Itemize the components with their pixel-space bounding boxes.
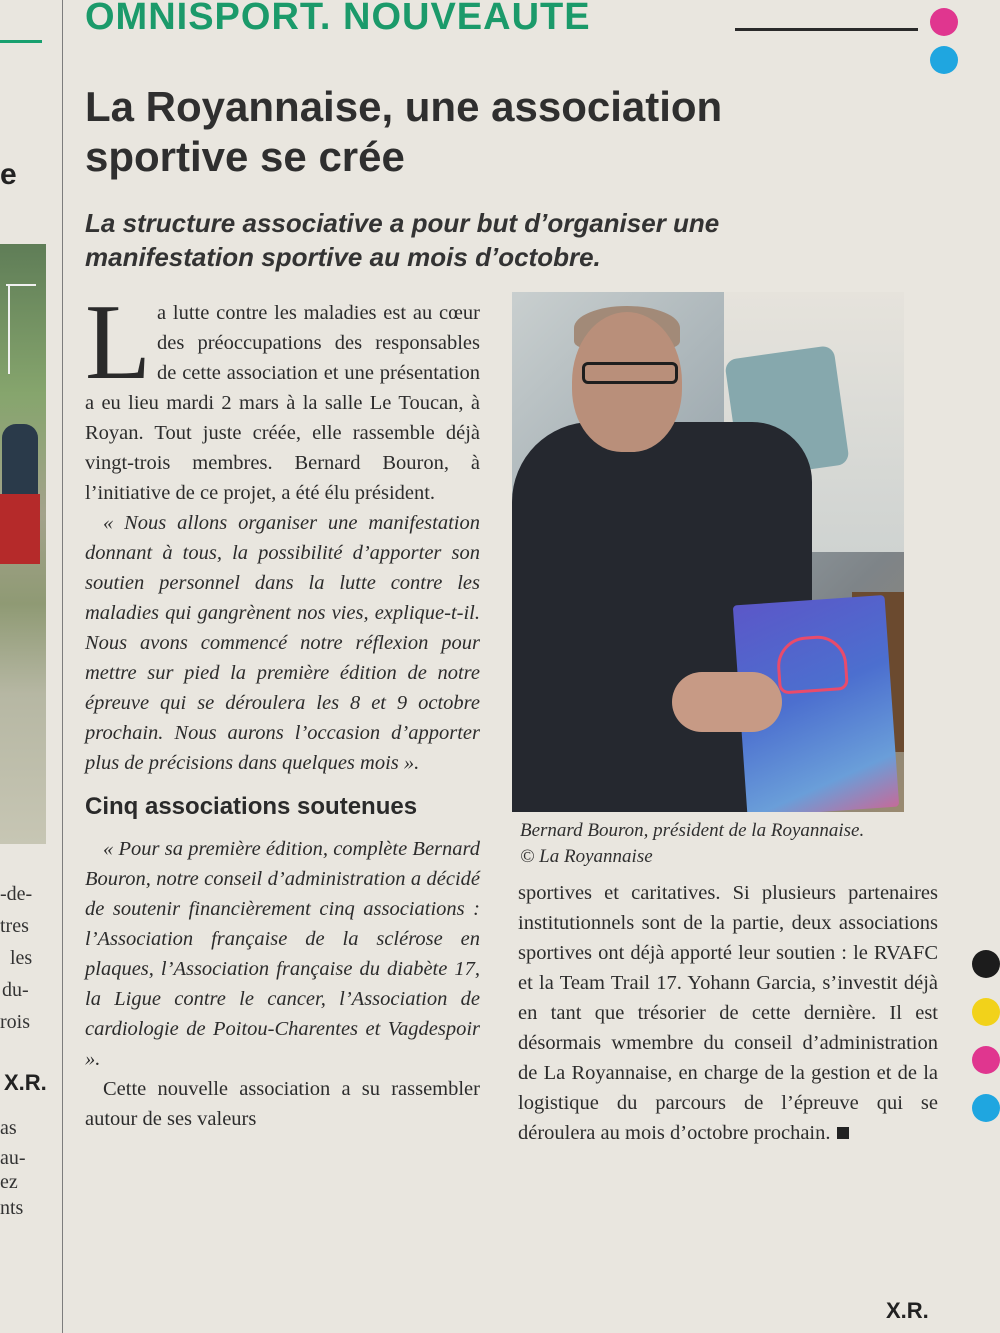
article-headline: La Royannaise, une association sportive se crée bbox=[85, 83, 723, 180]
adjacent-text-line: tres bbox=[0, 915, 29, 937]
registration-dot-black bbox=[972, 950, 1000, 978]
lead-paragraph-text: a lutte contre les maladies est au cœur des préoccupations des responsables de cette association et une présentation a eu lieu mardi 2 mars à la salle Le Toucan, à Royan. Tout juste créée, elle rassemble déjà vingt-trois membres. Bernard Bouron, à l’initiative de ce projet, a été élu président. bbox=[85, 302, 480, 504]
adjacent-text-line: les bbox=[10, 947, 33, 969]
adjacent-signature: X.R. bbox=[4, 1070, 47, 1095]
photo-credit: © La Royannaise bbox=[520, 846, 653, 867]
adjacent-text-line: au- bbox=[0, 1147, 26, 1169]
adjacent-rule bbox=[0, 40, 42, 43]
lead-paragraph bbox=[85, 283, 480, 508]
article-photo bbox=[512, 292, 904, 812]
article-column-1 bbox=[85, 283, 480, 1134]
intertitle: Cinq associations soutenues bbox=[85, 793, 418, 820]
quote-paragraph: « Nous allons organiser une manifestation donnant à tous, la possibilité d’apporter son soutien personnel dans la lutte contre les maladies qui gangrènent nos vies, explique-t-il. Nous avons commencé notre réflexion pour mettre sur pied la première édition de notre épreuve qui se déroulera les 8 et 9 octobre prochain. Nous aurons l’occasion d’apporter plus de précisions dans quelques mois ». bbox=[85, 512, 480, 774]
adjacent-text-line: rois bbox=[0, 1011, 30, 1033]
adjacent-text-line: ez bbox=[0, 1171, 18, 1193]
registration-dot-magenta bbox=[972, 1046, 1000, 1074]
photo-person-hand bbox=[672, 672, 782, 732]
photo-person-glasses bbox=[582, 362, 678, 384]
quote-paragraph-2: « Pour sa première édition, complète Bernard Bouron, notre conseil d’administration a décidé de soutenir financièrement cinq associations : l’Association française de la sclérose en plaques, l’Association française du diabète 17, la Ligue contre le cancer, l’Association de cardiologie de Poitou-Charentes et Vagdespoir ». bbox=[85, 838, 480, 1070]
adjacent-text-line: nts bbox=[0, 1197, 24, 1219]
brochure-logo bbox=[775, 634, 849, 695]
goal-net-post bbox=[8, 284, 10, 374]
registration-dot-cyan bbox=[972, 1094, 1000, 1122]
adjacent-headline-fragment: e bbox=[0, 158, 17, 191]
article-subheadline: La structure associative a pour but d’organiser une manifestation sportive au mois d’octobre. bbox=[85, 208, 720, 272]
registration-dot-magenta bbox=[930, 8, 958, 36]
adjacent-article-fragment bbox=[0, 0, 55, 1333]
adjacent-photo bbox=[0, 244, 46, 844]
registration-dot-yellow bbox=[972, 998, 1000, 1026]
photo-caption bbox=[520, 818, 920, 870]
adjacent-text-line: du- bbox=[2, 979, 29, 1001]
player-shorts bbox=[0, 494, 40, 564]
end-mark bbox=[837, 1127, 849, 1139]
section-kicker: OMNISPORT. NOUVEAUTE bbox=[85, 0, 591, 38]
adjacent-text-line: as bbox=[0, 1117, 17, 1139]
column-separator bbox=[62, 0, 63, 1333]
column-2-text: sportives et caritatives. Si plusieurs partenaires institutionnels sont de la partie, deux associations sportives ont déjà apporté leur soutien : le RVAFC et la Team Trail 17. Yohann Garcia, s’investit déjà en tant que trésorier de cette dernière. Il est désormais wmembre du conseil d’administration de La Royannaise, en charge de la gestion et de la logistique du parcours de l’épreuve qui se déroulera au mois d’octobre prochain. bbox=[518, 882, 938, 1144]
photo-caption-line: Bernard Bouron, président de la Royannaise. bbox=[520, 820, 865, 841]
drop-cap: L bbox=[85, 283, 151, 402]
kicker-rule bbox=[735, 28, 918, 31]
article-column-2 bbox=[518, 878, 938, 1148]
registration-dot-cyan bbox=[930, 46, 958, 74]
body-paragraph: Cette nouvelle association a su rassembler autour de ses valeurs bbox=[85, 1078, 480, 1130]
goal-net-crossbar bbox=[6, 284, 36, 286]
article-signature: X.R. bbox=[886, 1298, 929, 1323]
adjacent-text-line: -de- bbox=[0, 883, 33, 905]
